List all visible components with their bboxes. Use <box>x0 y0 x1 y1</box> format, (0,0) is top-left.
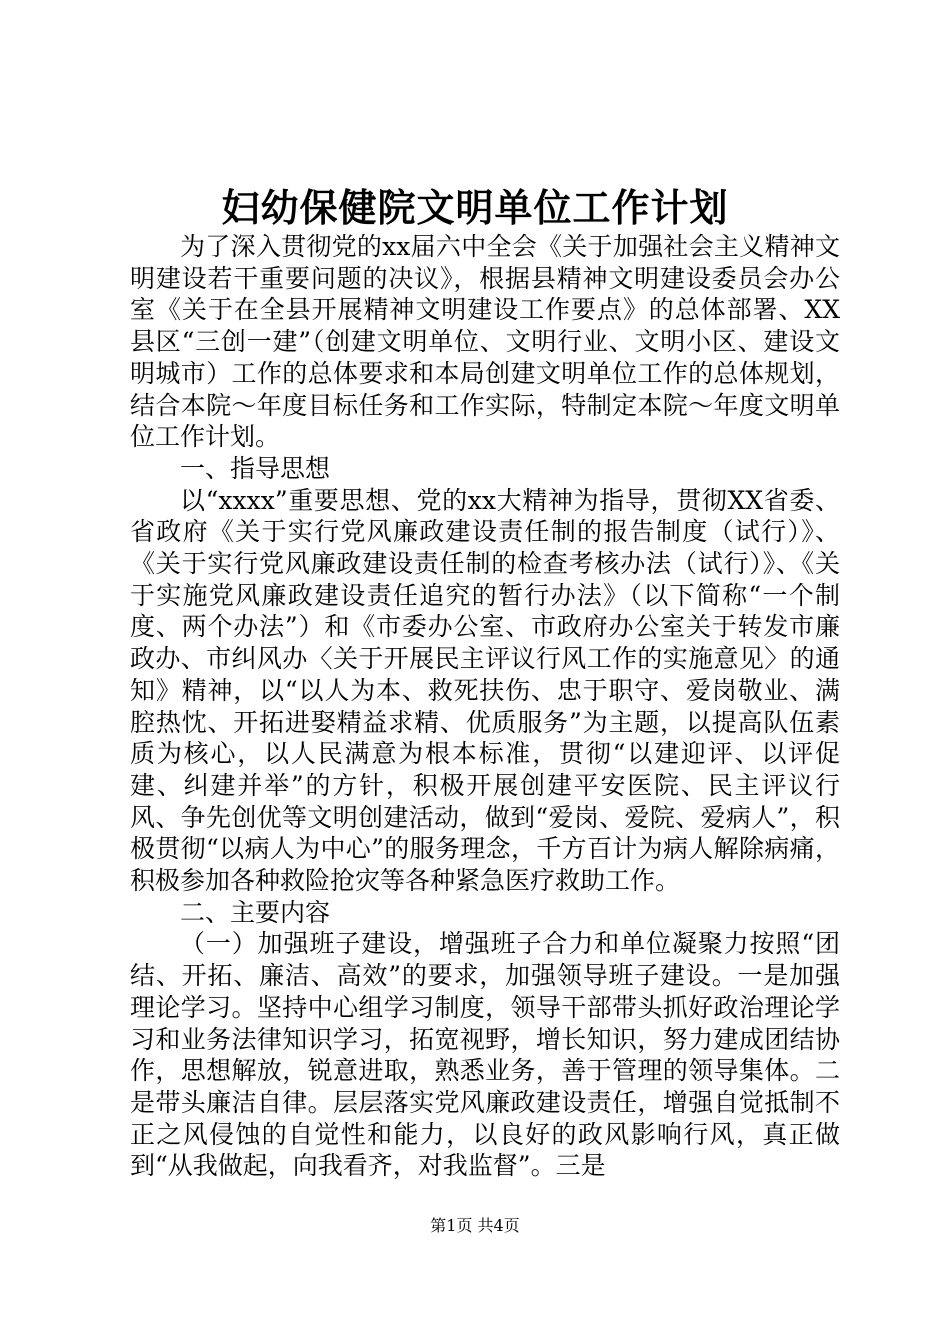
main-content-paragraph: （一）加强班子建设，增强班子合力和单位凝聚力按照“团结、开拓、廉洁、高效”的要求，加强领导班子建设。一是加强理论学习。坚持中心组学习制度，领导干部带头抓好政治理论学习和业务法律知识学习，拓宽视野，增长知识，努力建成团结协作，思想解放，锐意进取，熟悉业务，善于管理的领导集体。二是带头廉洁自律。层层落实党风廉政建设责任，增强自觉抵制不正之风侵蚀的自觉性和能力，以良好的政风影响行风，真正做到“从我做起，向我看齐，对我监督”。三是 <box>130 929 840 1181</box>
section-heading-main-content: 二、主要内容 <box>180 897 331 927</box>
intro-paragraph: 为了深入贯彻党的xx届六中全会《关于加强社会主义精神文明建设若干重要问题的决议》，根据县精神文明建设委员会办公室《关于在全县开展精神文明建设工作要点》的总体部署、XX县区“三创一建”（创建文明单位、文明行业、文明小区、建设文明城市）工作的总体要求和本局创建文明单位工作的总体规划，结合本院～年度目标任务和工作实际，特制定本院～年度文明单位工作计划。 <box>130 232 840 452</box>
page-number-footer: 第1页 共4页 <box>430 1216 520 1235</box>
document-title: 妇幼保健院文明单位工作计划 <box>221 186 729 230</box>
document-body <box>130 231 840 1182</box>
section-heading-guiding-thought: 一、指导思想 <box>180 453 331 483</box>
guiding-thought-paragraph: 以“xxxx”重要思想、党的xx大精神为指导，贯彻XX省委、省政府《关于实行党风廉政建设责任制的报告制度（试行）》、《关于实行党风廉政建设责任制的检查考核办法（试行）》、《关于实施党风廉政建设责任追究的暂行办法》（以下简称“一个制度、两个办法”）和《市委办公室、市政府办公室关于转发市廉政办、市纠风办〈关于开展民主评议行风工作的实施意见〉的通知》精神，以“以人为本、救死扶伤、忠于职守、爱岗敬业、满腔热忱、开拓进娶精益求精、优质服务”为主题，以提高队伍素质为核心，以人民满意为根本标准，贯彻“以建迎评、以评促建、纠建并举”的方针，积极开展创建平安医院、民主评议行风、争先创优等文明创建活动，做到“爱岗、爱院、爱病人”，积极贯彻“以病人为中心”的服务理念，千方百计为病人解除病痛，积极参加各种救险抢灾等各种紧急医疗救助工作。 <box>130 485 840 896</box>
